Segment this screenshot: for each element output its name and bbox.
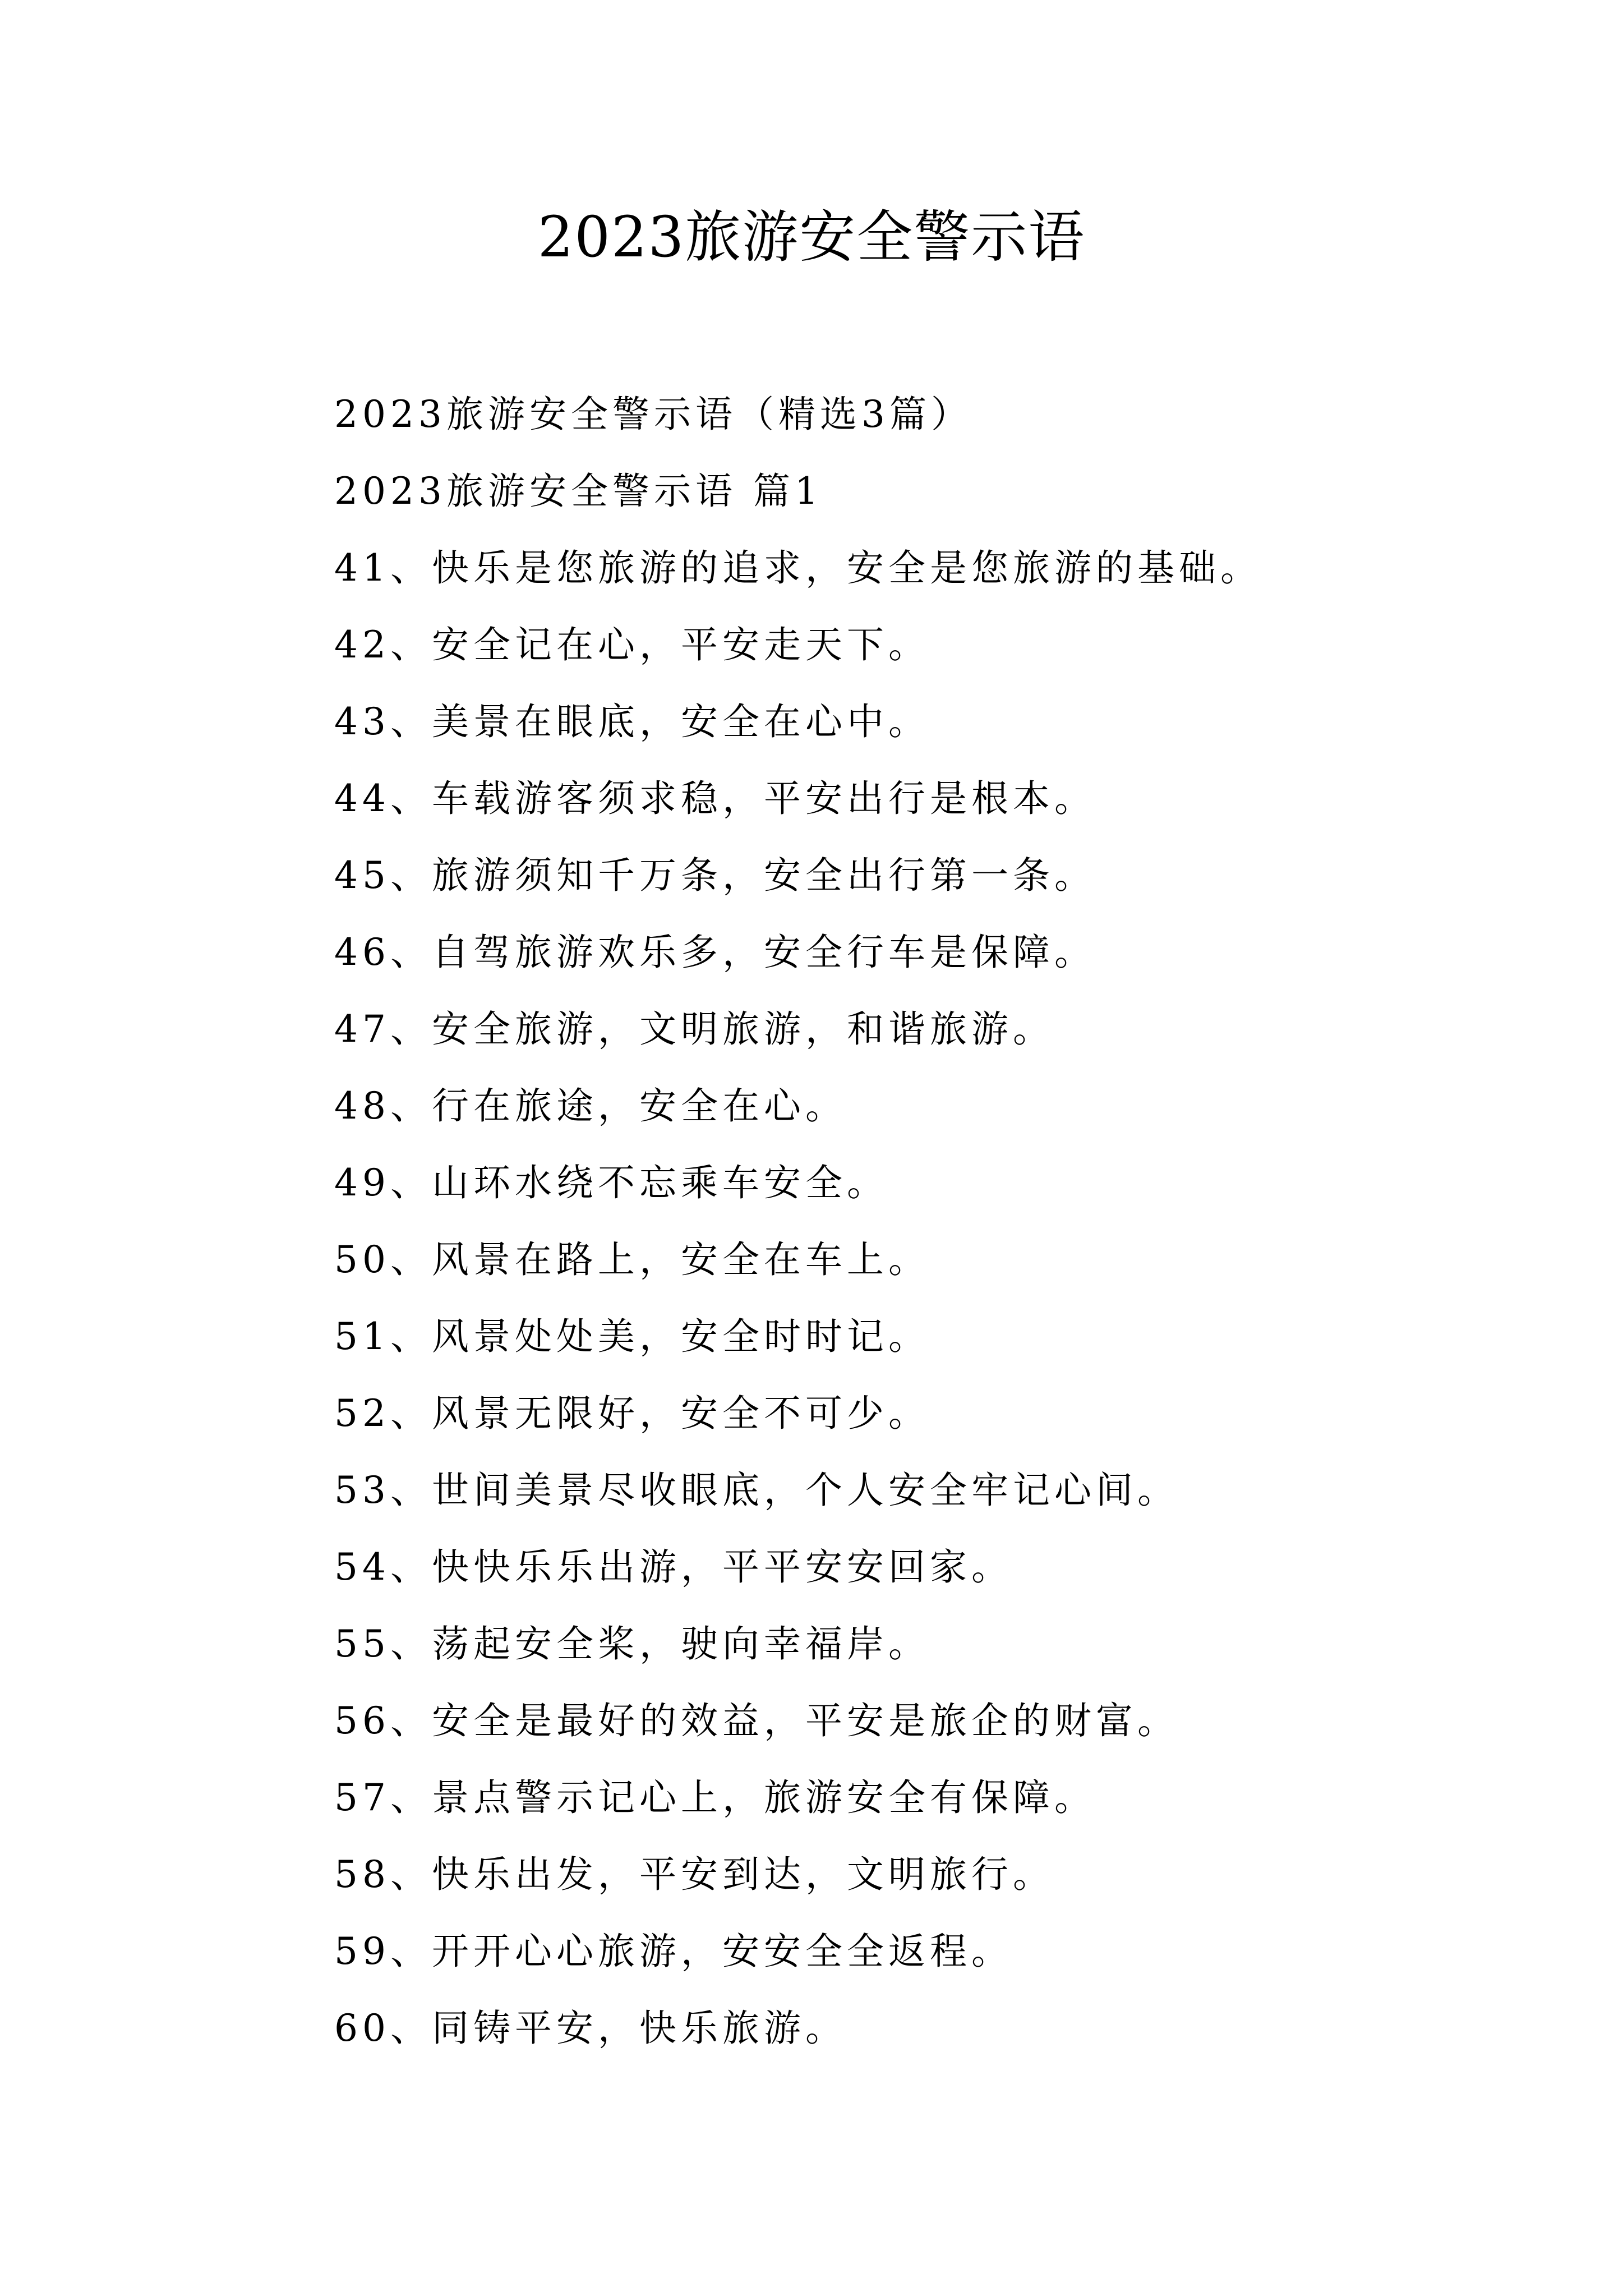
slogan-line: 46、自驾旅游欢乐多，安全行车是保障。 — [334, 931, 1096, 974]
slogan-line: 51、风景处处美，安全时时记。 — [334, 1315, 930, 1358]
slogan-line: 50、风景在路上，安全在车上。 — [334, 1238, 930, 1281]
slogan-line: 47、安全旅游，文明旅游，和谐旅游。 — [334, 1007, 1054, 1051]
slogan-line: 58、快乐出发，平安到达，文明旅行。 — [334, 1853, 1054, 1896]
slogan-line: 54、快快乐乐出游，平平安安回家。 — [334, 1545, 1013, 1589]
slogan-line: 56、安全是最好的效益，平安是旅企的财富。 — [334, 1699, 1179, 1742]
section-heading: 2023旅游安全警示语 篇1 — [334, 470, 823, 513]
slogan-line: 44、车载游客须求稳，平安出行是根本。 — [334, 777, 1096, 820]
slogan-line: 53、世间美景尽收眼底，个人安全牢记心间。 — [334, 1469, 1179, 1512]
slogan-line: 59、开开心心旅游，安安全全返程。 — [334, 1930, 1013, 1973]
slogan-line: 43、美景在眼底，安全在心中。 — [334, 700, 930, 743]
slogan-line: 42、安全记在心，平安走天下。 — [334, 623, 930, 666]
document-body — [334, 376, 1512, 2067]
subtitle-line: 2023旅游安全警示语（精选3篇） — [334, 393, 972, 436]
slogan-line: 55、荡起安全桨，驶向幸福岸。 — [334, 1622, 930, 1665]
slogan-line: 45、旅游须知千万条，安全出行第一条。 — [334, 854, 1096, 897]
slogan-line: 60、同铸平安，快乐旅游。 — [334, 2007, 847, 2050]
slogan-line: 41、快乐是您旅游的追求，安全是您旅游的基础。 — [334, 546, 1262, 590]
slogan-line: 52、风景无限好，安全不可少。 — [334, 1392, 930, 1435]
document-title: 2023旅游安全警示语 — [537, 204, 1086, 270]
slogan-line: 48、行在旅途，安全在心。 — [334, 1084, 847, 1128]
slogan-line: 49、山环水绕不忘乘车安全。 — [334, 1161, 888, 1204]
slogan-line: 57、景点警示记心上，旅游安全有保障。 — [334, 1776, 1096, 1819]
